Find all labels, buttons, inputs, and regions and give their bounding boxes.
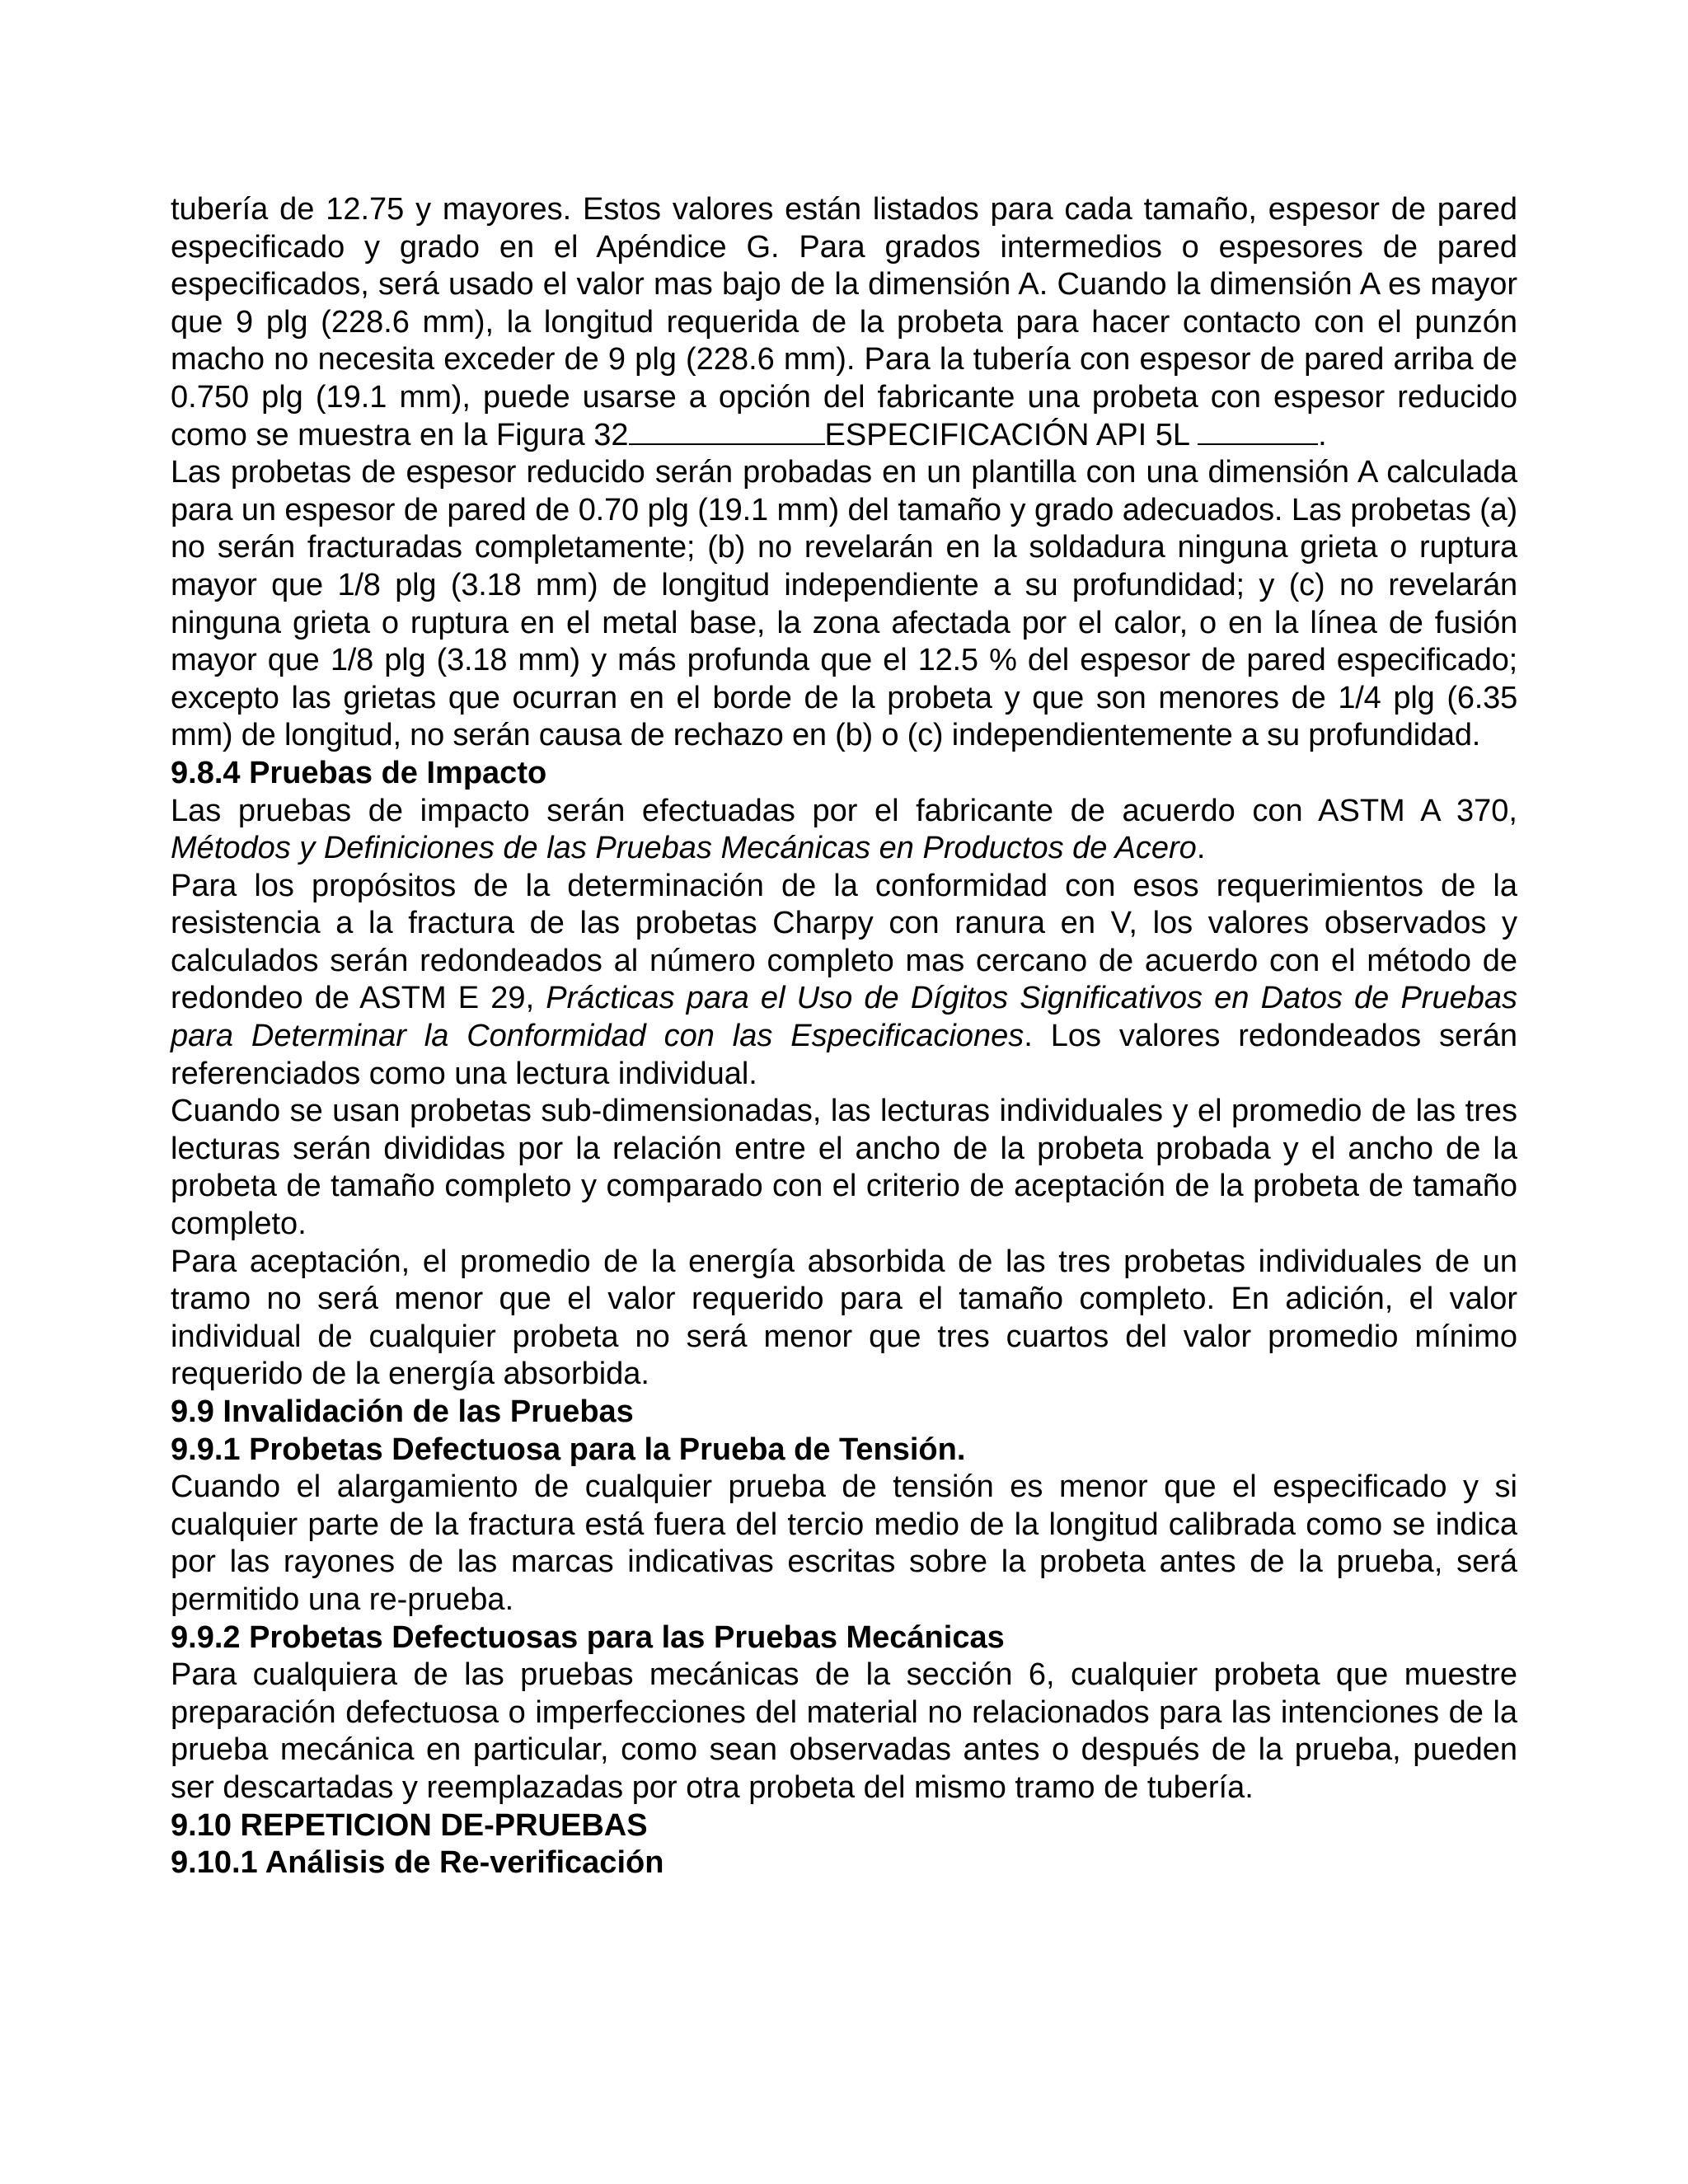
specification-reference: ESPECIFICACIÓN API 5L [824,417,1198,452]
paragraph-charpy-rounding [171,868,1517,1094]
paragraph-text: tubería de 12.75 y mayores. Estos valores están listados para cada tamaño, espesor de pared especificado y grado en el Apéndice G. Para grados intermedios o espesores de pared especificados, será usado el valor mas bajo de la dimensión A. Cuando la dimensión A es mayor que 9 plg (228.6 mm), la longitud requerida de la probeta para hacer contacto con el punzón macho no necesita exceder de 9 plg (228.6 mm). Para la tubería con espesor de pared arriba de 0.750 plg (19.1 mm), puede usarse a opción del fabricante una probeta con espesor reducido como se muestra en la Figura 32 [171,192,1517,452]
paragraph-end: . [1318,417,1327,452]
paragraph-defective-specimens: Para cualquiera de las pruebas mecánicas de la sección 6, cualquier probeta que muestre preparación defectuosa o imperfecciones del material no relacionados para las intenciones de la prueba mecánica en particular, como sean observadas antes o después de la prueba, pueden ser descartadas y reemplazadas por otra probeta del mismo tramo de tubería. [171,1657,1517,1805]
paragraph-reduced-thickness: Las probetas de espesor reducido serán probadas en un plantilla con una dimensión A calculada para un espesor de pared de 0.70 plg (19.1 mm) del tamaño y grado adecuados. Las probetas (a) no serán fracturadas completamente; (b) no revelarán en la soldadura ninguna grieta o ruptura mayor que 1/8 plg (3.18 mm) de longitud independiente a su profundidad; y (c) no revelarán ninguna grieta o ruptura en el metal base, la zona afectada por el calor, o en la línea de fusión mayor que 1/8 plg (3.18 mm) y más profunda que el 12.5 % del espesor de pared especificado; excepto las grietas que ocurran en el borde de la probeta y que son menores de 1/4 plg (6.35 mm) de longitud, no serán causa de rechazo en (b) o (c) independientemente a su profundidad. [171,455,1517,753]
heading-9-10: 9.10 REPETICION DE-PRUEBAS [171,1807,648,1843]
paragraph-end: . Los valores redondeados serán referenciados como una lectura individual. [171,1019,1518,1091]
paragraph-flattening-test [171,191,1517,454]
paragraph-tension-retest: Cuando el alargamiento de cualquier prueba de tensión es menor que el especificado y si cualquier parte de la fractura está fuera del tercio medio de la longitud calibrada como se indica por las rayones de las marcas indicativas escritas sobre la probeta antes de la prueba, será permitido una re-prueba. [171,1469,1517,1617]
paragraph-impact-tests [171,793,1517,868]
paragraph-subsize-specimens: Cuando se usan probetas sub-dimensionadas, las lecturas individuales y el promedio de las tres lecturas serán divididas por la relación entre el ancho de la probeta probada y el ancho de la probeta de tamaño completo y comparado con el criterio de aceptación de la probeta de tamaño completo. [171,1094,1517,1242]
paragraph-text: Para los propósitos de la determinación de la conformidad con esos requerimientos de la resistencia a la fractura de las probetas Charpy con ranura en V, los valores observados y calculados serán redondeados al número completo mas cercano de acuerdo con el método de redondeo de ASTM E 29, [171,868,1517,1016]
blank-line [1198,419,1318,445]
paragraph-acceptance: Para aceptación, el promedio de la energía absorbida de las tres probetas individuales de un tramo no será menor que el valor requerido para el tamaño completo. En adición, el valor individual de cualquier probeta no será menor que tres cuartos del valor promedio mínimo requerido de la energía absorbida. [171,1244,1517,1392]
heading-9-9-1: 9.9.1 Probetas Defectuosa para la Prueba de Tensión. [171,1432,966,1467]
heading-9-9-2: 9.9.2 Probetas Defectuosas para las Pruebas Mecánicas [171,1619,1005,1655]
paragraph-end: . [1196,831,1206,866]
heading-9-9: 9.9 Invalidación de las Pruebas [171,1394,634,1429]
heading-9-10-1: 9.10.1 Análisis de Re-verificación [171,1845,664,1881]
heading-9-8-4: 9.8.4 Pruebas de Impacto [171,755,547,790]
italic-title: Prácticas para el Uso de Dígitos Significativos en Datos de Pruebas para Determinar la Conformidad con las Especificaciones [171,981,1517,1054]
blank-line [629,419,825,445]
paragraph-text: Las pruebas de impacto serán efectuadas por el fabricante de acuerdo con ASTM A 370, [171,793,1517,828]
document-page [171,191,1517,1882]
italic-title: Métodos y Definiciones de las Pruebas Mecánicas en Productos de Acero [171,831,1197,866]
